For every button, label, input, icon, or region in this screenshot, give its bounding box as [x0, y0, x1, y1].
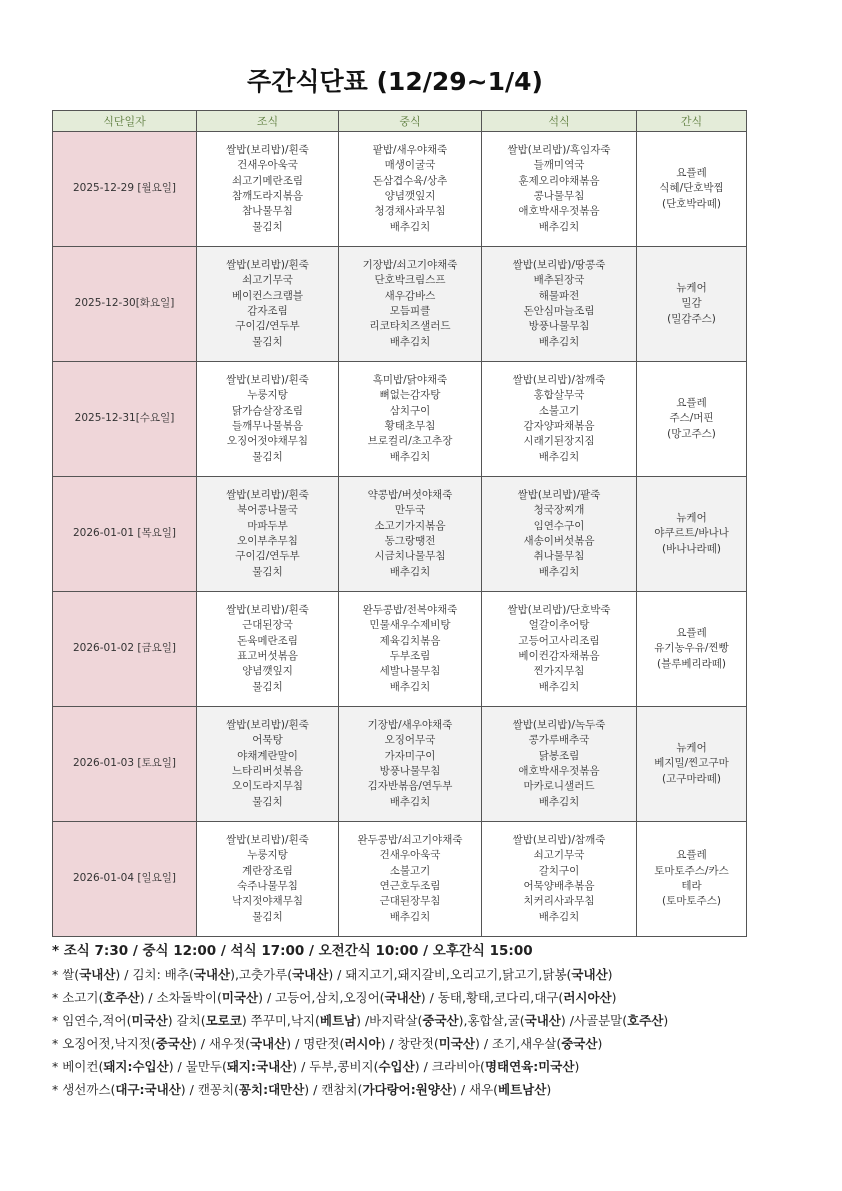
- date-cell: 2026-01-02 [금요일]: [53, 592, 197, 707]
- dinner-cell: [482, 132, 637, 247]
- menu-item: 느타리버섯볶음: [231, 765, 303, 777]
- menu-item: 배추김치: [389, 335, 431, 348]
- snack-cell: [637, 362, 747, 477]
- origin-note-line: [52, 986, 752, 1009]
- origin-text: * 오징어젓,낙지젓(: [52, 1036, 156, 1051]
- menu-item: 모듬피클: [389, 305, 431, 317]
- menu-item: 뉴케어: [676, 281, 707, 294]
- breakfast-cell: [197, 362, 339, 477]
- snack-cell: [637, 822, 747, 937]
- menu-item: 훈제오리야채볶음: [518, 174, 600, 187]
- origin-text: ) / 크라비아(: [414, 1059, 485, 1074]
- menu-item: 마카로니샐러드: [523, 780, 595, 793]
- menu-item: 쌀밥(보리밥)/참깨죽: [512, 373, 606, 386]
- menu-item: 뉴케어: [676, 741, 707, 754]
- origin-text: ) / 물만두(: [168, 1059, 227, 1074]
- menu-item: 홍합살무국: [533, 389, 585, 402]
- origin-text: * 베이컨(: [52, 1059, 104, 1074]
- menu-item: 요플레: [676, 626, 707, 639]
- origin-country: 국내산: [249, 1036, 287, 1051]
- menu-item: (바나나라떼): [662, 542, 721, 555]
- table-row: [53, 477, 747, 592]
- origin-text: ) / 명란젓(: [286, 1036, 345, 1051]
- menu-item: 해물파전: [538, 289, 580, 302]
- date-cell: 2026-01-01 [목요일]: [53, 477, 197, 592]
- menu-item: 돈육메란조림: [237, 634, 298, 647]
- menu-item: 누룽지탕: [247, 389, 288, 402]
- table-row: [53, 707, 747, 822]
- menu-item: 쌀밥(보리밥)/땅콩죽: [512, 258, 606, 271]
- menu-item: 기장밥/쇠고기야채죽: [362, 258, 458, 271]
- origin-note-line: [52, 1078, 752, 1101]
- origin-country: 가다랑어:원양산: [362, 1082, 452, 1097]
- origin-text: ) / 캔꽁치(: [180, 1082, 239, 1097]
- date-cell: 2025-12-29 [월요일]: [53, 132, 197, 247]
- lunch-cell: [339, 822, 482, 937]
- origin-country: 중국산: [422, 1013, 459, 1028]
- menu-item: 밀감: [681, 297, 702, 310]
- menu-item: 배추김치: [389, 795, 431, 808]
- menu-item: 야채계란말이: [237, 749, 298, 762]
- menu-item: 들깨무나물볶음: [231, 420, 303, 432]
- table-row: [53, 822, 747, 937]
- page-title: 주간식단표 (12/29~1/4): [247, 67, 543, 96]
- menu-item: 쌀밥(보리밥)/참깨죽: [512, 833, 606, 846]
- menu-item: 참깨도라지볶음: [231, 190, 303, 202]
- menu-item: 근대된장국: [242, 619, 293, 632]
- menu-item: 새우감바스: [384, 289, 436, 302]
- breakfast-cell: [197, 707, 339, 822]
- origin-text: ): [607, 967, 613, 982]
- menu-item: 시금치나물무침: [374, 550, 446, 563]
- menu-item: 물김치: [252, 680, 283, 693]
- menu-item: 소불고기: [389, 864, 431, 877]
- menu-item: 어묵양배추볶음: [523, 880, 595, 892]
- menu-item: 만두국: [394, 504, 426, 517]
- origin-country: 국내산: [524, 1013, 561, 1028]
- origin-note-line: [52, 1055, 752, 1078]
- menu-item: 쌀밥(보리밥)/흰죽: [226, 258, 309, 271]
- menu-item: 고등어고사리조림: [518, 634, 600, 647]
- menu-item: 가자미구이: [384, 749, 436, 762]
- menu-item: 배추김치: [389, 680, 431, 693]
- snack-cell: [637, 707, 747, 822]
- origin-text: ),홍합살,굴(: [458, 1013, 525, 1028]
- menu-item: 브로컬리/초고추장: [367, 435, 453, 448]
- header-snack: 간식: [637, 111, 747, 132]
- menu-item: 매생이굴국: [384, 159, 436, 172]
- table-row: [53, 247, 747, 362]
- origin-text: ) / 두부,콩비지(: [292, 1059, 379, 1074]
- snack-cell: [637, 132, 747, 247]
- menu-item: 쌀밥(보리밥)/흰죽: [226, 718, 309, 731]
- menu-item: 배추김치: [538, 450, 580, 463]
- origin-notes: [52, 963, 752, 1101]
- menu-item: 소불고기: [538, 404, 580, 417]
- menu-item: 양념깻잎지: [384, 190, 436, 202]
- origin-country: 베트남산: [498, 1082, 547, 1097]
- menu-item: (단호박라떼): [662, 197, 721, 210]
- menu-item: 치커리사과무침: [523, 895, 595, 908]
- origin-text: ) / 고등어,삼치,오징어(: [258, 990, 385, 1005]
- menu-item: 구이김/연두부: [235, 320, 300, 333]
- menu-item: 표고버섯볶음: [237, 650, 298, 662]
- lunch-cell: [339, 477, 482, 592]
- menu-item: 누룽지탕: [247, 849, 288, 862]
- menu-item: 삼치구이: [389, 404, 431, 417]
- menu-item: 구이김/연두부: [235, 550, 300, 563]
- menu-item: 완두콩밥/전복야채죽: [362, 603, 458, 616]
- dinner-cell: [482, 247, 637, 362]
- menu-item: (밀감주스): [667, 312, 716, 325]
- origin-text: ) 갈치(: [167, 1013, 206, 1028]
- menu-item: 베이컨스크램블: [231, 289, 303, 302]
- header-lunch: 중식: [339, 111, 482, 132]
- menu-item: 흑미밥/닭야채죽: [372, 373, 448, 386]
- origin-country: 호주산: [627, 1013, 664, 1028]
- menu-item: 오이부추무침: [237, 535, 298, 547]
- menu-item: 쌀밥(보리밥)/흰죽: [226, 143, 309, 156]
- dinner-cell: [482, 592, 637, 707]
- origin-country: 국내산: [193, 967, 231, 982]
- notes-section: [52, 940, 752, 1101]
- lunch-cell: [339, 132, 482, 247]
- menu-item: 유기농우유/찐빵: [654, 642, 729, 655]
- menu-item: 계란장조림: [242, 864, 293, 877]
- menu-item: 청국장찌개: [533, 504, 585, 517]
- menu-item: 김자반볶음/연두부: [367, 780, 453, 793]
- origin-text: * 생선까스(: [52, 1082, 116, 1097]
- menu-item: 물김치: [252, 795, 283, 808]
- weekly-menu-table: [52, 110, 747, 937]
- origin-country: 국내산: [292, 967, 329, 982]
- menu-item: 배추된장국: [533, 274, 585, 287]
- menu-item: 방풍나물무침: [379, 765, 441, 777]
- dinner-cell: [482, 477, 637, 592]
- snack-cell: [637, 592, 747, 707]
- menu-item: 돈삼겹수육/상추: [372, 174, 448, 187]
- dinner-cell: [482, 822, 637, 937]
- menu-item: 오이도라지무침: [231, 780, 303, 793]
- origin-text: ) /바지락살(: [356, 1013, 423, 1028]
- menu-item: 임연수구이: [533, 519, 585, 532]
- origin-text: * 임연수,적어(: [52, 1013, 132, 1028]
- origin-country: 명태연육:미국산: [484, 1059, 575, 1074]
- menu-item: 주스/머핀: [669, 412, 714, 425]
- origin-text: ) / 조기,새우살(: [474, 1036, 562, 1051]
- origin-country: 미국산: [131, 1013, 168, 1028]
- menu-item: 물김치: [252, 220, 283, 233]
- lunch-cell: [339, 707, 482, 822]
- menu-item: 쌀밥(보리밥)/흰죽: [226, 603, 309, 616]
- menu-item: 마파두부: [247, 519, 288, 532]
- menu-item: 쌀밥(보리밥)/단호박죽: [507, 603, 611, 616]
- date-cell: 2026-01-04 [일요일]: [53, 822, 197, 937]
- meal-schedule: * 조식 7:30 / 중식 12:00 / 석식 17:00 / 오전간식 10:00 / 오후간식 15:00: [52, 943, 533, 959]
- origin-text: ) / 새우(: [451, 1082, 499, 1097]
- snack-cell: [637, 247, 747, 362]
- menu-item: 오징어무국: [384, 734, 436, 747]
- origin-country: 대구:국내산: [115, 1082, 181, 1097]
- origin-country: 중국산: [561, 1036, 598, 1051]
- origin-country: 미국산: [221, 990, 259, 1005]
- menu-item: 건새우아욱국: [379, 849, 441, 862]
- origin-country: 호주산: [103, 990, 140, 1005]
- origin-text: ) / 소차돌박이(: [139, 990, 222, 1005]
- menu-item: 민물새우수제비탕: [369, 619, 451, 632]
- menu-item: 배추김치: [538, 910, 580, 923]
- origin-country: 돼지:국내산: [226, 1059, 293, 1074]
- origin-text: ) / 돼지고기,돼지갈비,오리고기,닭고기,닭봉(: [328, 967, 572, 982]
- menu-item: 찐가지무침: [533, 665, 585, 678]
- menu-item: 배추김치: [538, 565, 580, 578]
- table-header-row: [53, 111, 747, 132]
- origin-country: 미국산: [438, 1036, 475, 1051]
- menu-item: 숙주나물무침: [237, 880, 298, 892]
- menu-item: 식혜/단호박찜: [659, 182, 724, 195]
- menu-item: 애호박새우젓볶음: [518, 765, 600, 777]
- menu-item: 배추김치: [538, 220, 580, 233]
- menu-item: 쌀밥(보리밥)/흰죽: [226, 833, 309, 846]
- origin-country: 국내산: [79, 967, 116, 982]
- table-row: [53, 132, 747, 247]
- menu-item: 쇠고기무국: [242, 274, 293, 287]
- menu-item: 오징어젓야채무침: [226, 435, 309, 448]
- header-date: 식단일자: [53, 111, 197, 132]
- origin-text: ) / 김치: 배추(: [115, 967, 194, 982]
- dinner-cell: [482, 707, 637, 822]
- menu-item: 돈안심마늘조림: [523, 305, 595, 317]
- menu-item: 요플레: [676, 396, 707, 409]
- menu-item: 양념깻잎지: [242, 665, 293, 678]
- breakfast-cell: [197, 592, 339, 707]
- origin-text: ): [546, 1082, 552, 1097]
- menu-item: (토마토주스): [662, 895, 721, 908]
- origin-note-line: [52, 963, 752, 986]
- menu-item: 쌀밥(보리밥)/녹두죽: [512, 718, 606, 731]
- menu-item: (블루베리라떼): [656, 657, 727, 670]
- origin-note-line: [52, 1009, 752, 1032]
- menu-item: 배추김치: [389, 565, 431, 578]
- table-row: [53, 362, 747, 477]
- menu-item: 기장밥/새우야채죽: [367, 718, 453, 731]
- menu-item: 약콩밥/버섯야채죽: [367, 488, 453, 501]
- lunch-cell: [339, 362, 482, 477]
- table-row: [53, 592, 747, 707]
- menu-item: 청경채사과무침: [374, 205, 446, 218]
- menu-item: 연근호두조림: [379, 880, 441, 892]
- menu-item: 시래기된장지짐: [523, 435, 595, 448]
- origin-text: ): [597, 1036, 603, 1051]
- origin-text: * 쌀(: [52, 967, 80, 982]
- origin-text: ): [574, 1059, 580, 1074]
- menu-item: 황태초무침: [384, 420, 436, 432]
- origin-text: ) /사골분말(: [560, 1013, 628, 1028]
- menu-item: 리코타치즈샐러드: [369, 320, 451, 333]
- origin-note-line: [52, 1032, 752, 1055]
- lunch-cell: [339, 247, 482, 362]
- menu-item: 동그랑땡전: [384, 535, 436, 547]
- menu-item: 참나물무침: [242, 205, 293, 218]
- menu-item: 요플레: [676, 849, 707, 862]
- menu-item: 토마토주스/카스: [654, 864, 729, 877]
- date-cell: 2025-12-30[화요일]: [53, 247, 197, 362]
- menu-item: 물김치: [252, 335, 283, 348]
- origin-text: ),고춧가루(: [230, 967, 293, 982]
- menu-item: 닭봉조림: [538, 749, 580, 762]
- menu-item: 배추김치: [389, 220, 431, 233]
- origin-country: 러시아: [344, 1036, 381, 1051]
- menu-item: 소고기가지볶음: [374, 519, 446, 532]
- menu-item: 새송이버섯볶음: [523, 535, 595, 547]
- menu-item: 뉴케어: [676, 511, 707, 524]
- menu-item: 팥밥/새우야채죽: [372, 143, 448, 156]
- menu-item: 감자조림: [247, 305, 288, 317]
- menu-item: 쌀밥(보리밥)/흰죽: [226, 373, 309, 386]
- header-breakfast: 조식: [197, 111, 339, 132]
- menu-item: 건새우아욱국: [237, 159, 298, 172]
- menu-item: 물김치: [252, 450, 283, 463]
- origin-country: 국내산: [384, 990, 421, 1005]
- menu-item: (고구마라떼): [662, 772, 721, 785]
- lunch-cell: [339, 592, 482, 707]
- breakfast-cell: [197, 822, 339, 937]
- breakfast-cell: [197, 247, 339, 362]
- menu-item: 테라: [681, 880, 702, 892]
- menu-item: 콩가루배추국: [528, 734, 590, 747]
- menu-item: 배추김치: [538, 680, 580, 693]
- menu-item: 얼갈이추어탕: [528, 619, 590, 632]
- snack-cell: [637, 477, 747, 592]
- origin-text: ) / 새우젓(: [191, 1036, 250, 1051]
- origin-country: 러시아산: [563, 990, 612, 1005]
- origin-text: ) / 캔참치(: [304, 1082, 363, 1097]
- menu-item: 배추김치: [538, 335, 580, 348]
- menu-item: 야쿠르트/바나나: [654, 527, 729, 540]
- menu-item: 콩나물무침: [533, 190, 585, 202]
- menu-item: 제육김치볶음: [379, 634, 441, 647]
- header-dinner: 석식: [482, 111, 637, 132]
- menu-item: 애호박새우젓볶음: [518, 205, 600, 218]
- origin-text: ) / 동태,황태,코다리,대구(: [420, 990, 564, 1005]
- breakfast-cell: [197, 132, 339, 247]
- menu-item: 요플레: [676, 166, 707, 179]
- menu-item: (망고주스): [667, 427, 716, 440]
- menu-item: 방풍나물무침: [528, 320, 590, 333]
- menu-item: 배추김치: [389, 910, 431, 923]
- origin-text: * 소고기(: [52, 990, 104, 1005]
- origin-text: ): [611, 990, 617, 1005]
- origin-country: 국내산: [571, 967, 608, 982]
- origin-country: 꽁치:대만산: [238, 1082, 305, 1097]
- origin-text: ) 쭈꾸미,낙지(: [241, 1013, 320, 1028]
- menu-item: 쇠고기무국: [533, 849, 585, 862]
- menu-item: 근대된장무침: [379, 895, 441, 908]
- origin-country: 돼지:수입산: [103, 1059, 169, 1074]
- origin-country: 수입산: [378, 1059, 415, 1074]
- menu-item: 배추김치: [389, 450, 431, 463]
- date-cell: 2025-12-31[수요일]: [53, 362, 197, 477]
- menu-item: 낙지젓야채무침: [231, 895, 303, 908]
- origin-country: 중국산: [155, 1036, 192, 1051]
- menu-item: 물김치: [252, 565, 283, 578]
- menu-item: 어묵탕: [252, 734, 283, 747]
- menu-item: 취나물무침: [533, 550, 585, 563]
- menu-item: 베지밀/찐고구마: [654, 757, 729, 770]
- menu-item: 쌀밥(보리밥)/흑임자죽: [507, 143, 611, 156]
- origin-text: ) / 창란젓(: [380, 1036, 439, 1051]
- menu-item: 두부조림: [389, 650, 431, 662]
- menu-item: 뼈없는감자탕: [379, 389, 441, 402]
- menu-item: 단호박크림스프: [374, 274, 446, 287]
- menu-body: [53, 132, 747, 937]
- date-cell: 2026-01-03 [토요일]: [53, 707, 197, 822]
- menu-item: 북어콩나물국: [237, 504, 298, 517]
- dinner-cell: [482, 362, 637, 477]
- menu-item: 세발나물무침: [379, 665, 441, 678]
- menu-item: 쇠고기메란조림: [231, 174, 303, 187]
- origin-country: 모로코: [205, 1013, 242, 1028]
- menu-item: 쌀밥(보리밥)/팥죽: [517, 488, 601, 501]
- breakfast-cell: [197, 477, 339, 592]
- origin-country: 베트남: [319, 1013, 357, 1028]
- origin-text: ): [663, 1013, 669, 1028]
- menu-item: 들깨미역국: [533, 159, 585, 172]
- menu-item: 쌀밥(보리밥)/흰죽: [226, 488, 309, 501]
- menu-item: 완두콩밥/쇠고기야채죽: [357, 833, 463, 846]
- menu-item: 갈치구이: [538, 864, 580, 877]
- menu-item: 물김치: [252, 910, 283, 923]
- menu-item: 닭가슴살장조림: [231, 404, 303, 417]
- menu-item: 배추김치: [538, 795, 580, 808]
- menu-item: 베이컨감자채볶음: [518, 650, 600, 662]
- menu-item: 감자양파채볶음: [523, 420, 595, 432]
